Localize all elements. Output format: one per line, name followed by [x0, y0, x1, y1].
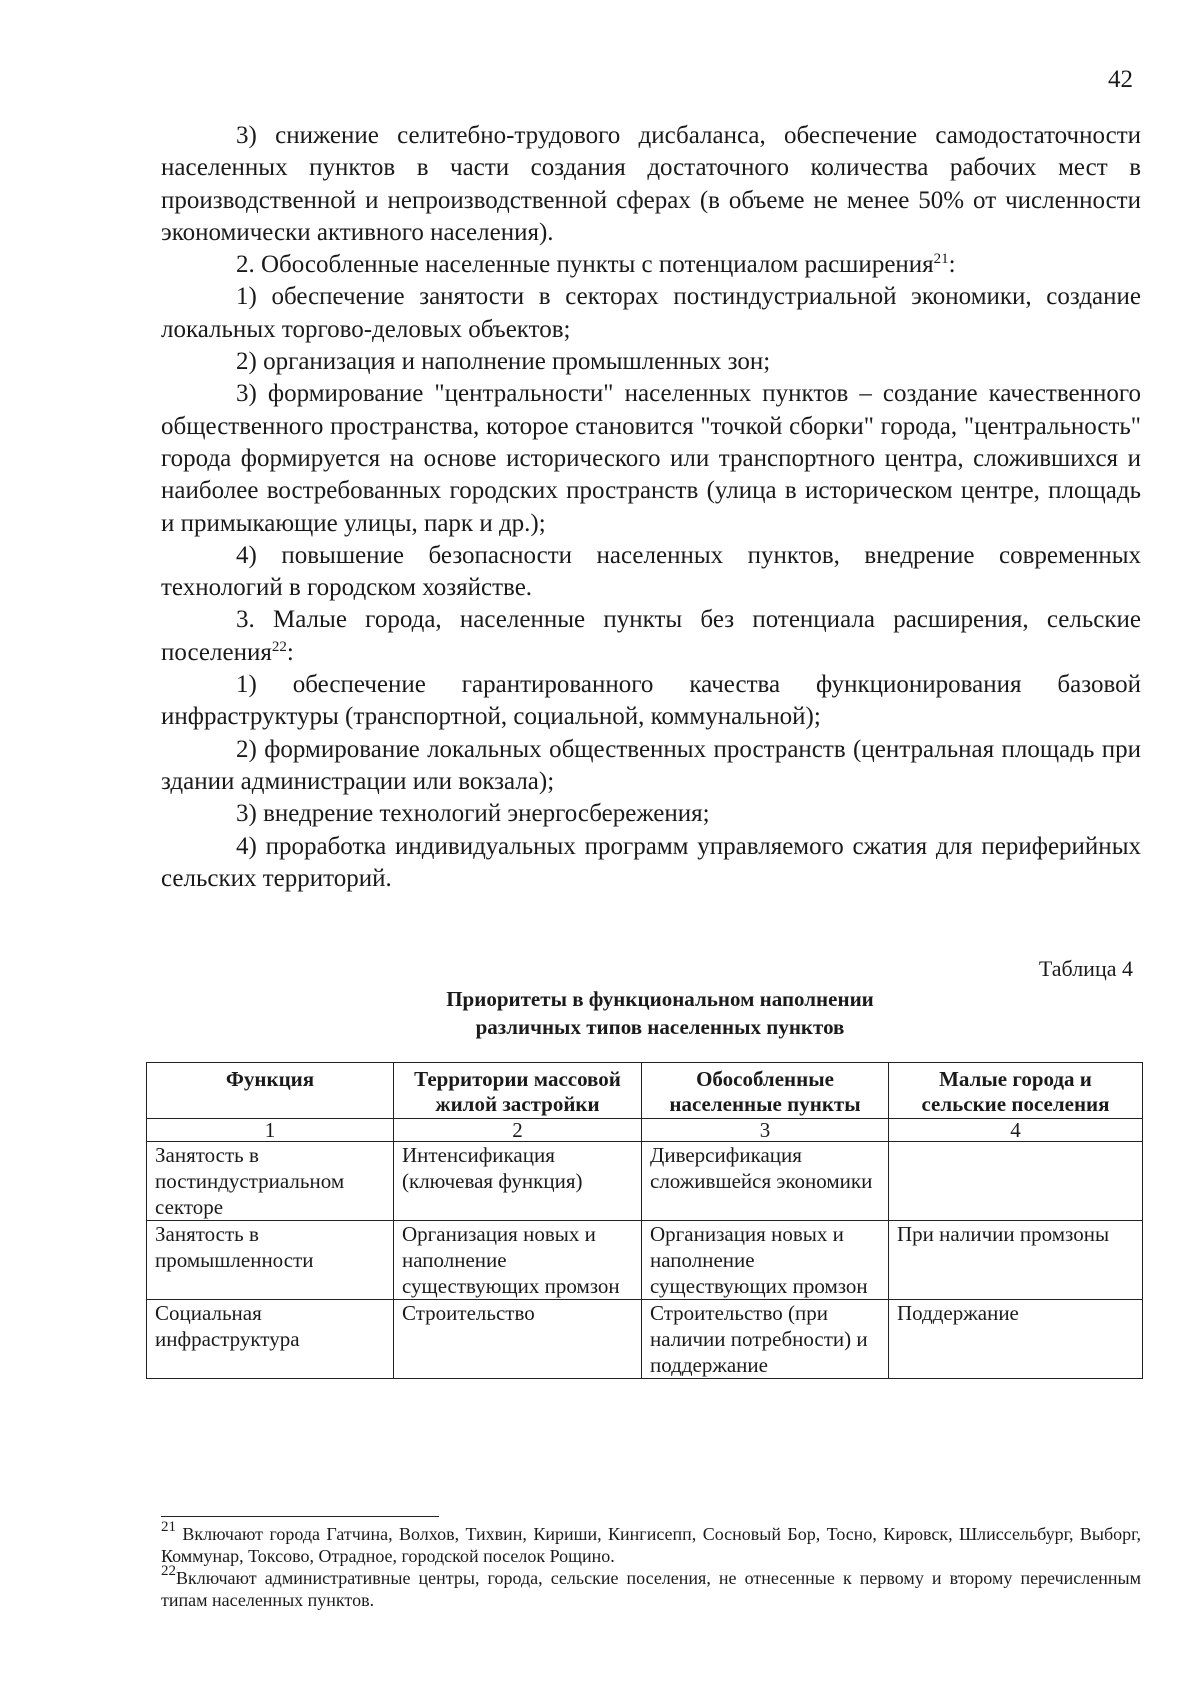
- table-cell: [889, 1142, 1143, 1221]
- footnote-ref: 21: [933, 251, 949, 268]
- colon: :: [948, 251, 956, 279]
- table-title-line: Приоритеты в функциональном наполнении: [446, 987, 874, 1011]
- header-cell: Обособленные населенные пункты: [642, 1063, 889, 1119]
- table-row: [147, 1221, 1143, 1300]
- column-number-row: [147, 1119, 1143, 1142]
- paragraph: 2) организация и наполнение промышленных зон;: [236, 348, 771, 376]
- table-cell: Поддержание: [889, 1300, 1143, 1379]
- paragraph: 3) внедрение технологий энергосбережения;: [236, 800, 710, 828]
- paragraph: 1) обеспечение занятости в секторах постиндустриальной экономики, создание локальных торгово-деловых объектов;: [161, 283, 1141, 343]
- table-title-line: различных типов населенных пунктов: [475, 1015, 845, 1039]
- footnote-text: Включают города Гатчина, Волхов, Тихвин, Кириши, Кингисепп, Сосновый Бор, Тосно, Кировск, Шлиссельбург, Выборг, Коммунар, Токсово, Отрадное, городской поселок Рощино.: [161, 1524, 1142, 1566]
- table-caption: Таблица 4: [1038, 956, 1133, 981]
- table-title: [340, 985, 980, 1041]
- paragraph-text: 3. Малые города, населенные пункты без потенциала расширения, сельские поселения: [161, 606, 1141, 666]
- priorities-table: [146, 1062, 1143, 1379]
- table-cell: Социальная инфраструктура: [147, 1300, 394, 1379]
- paragraph-section-3: [161, 604, 1141, 669]
- footnote: [161, 1563, 1141, 1611]
- paragraph-text: 2. Обособленные населенные пункты с потенциалом расширения: [236, 251, 934, 279]
- footnote: [161, 1519, 1142, 1567]
- header-cell: Малые города и сельские поселения: [889, 1063, 1143, 1119]
- table-cell: Диверсификация сложившейся экономики: [642, 1142, 889, 1221]
- table-cell: Организация новых и наполнение существующих промзон: [394, 1221, 642, 1300]
- body-text: [161, 120, 1141, 895]
- table-cell: Занятость в промышленности: [147, 1221, 394, 1300]
- footnote-ref: 22: [271, 638, 287, 655]
- paragraph: 3) снижение селитебно-трудового дисбаланса, обеспечение самодостаточности населенных пунктов в части создания достаточного количества рабочих мест в производственной и непроизводственной сферах (в объеме не менее 50% от численности экономически активного населения).: [161, 122, 1141, 246]
- paragraph: 1) обеспечение гарантированного качества функционирования базовой инфраструктуры (транспортной, социальной, коммунальной);: [161, 671, 1141, 731]
- footnote-text: Включают административные центры, города, сельские поселения, не отнесенные к первому и второму перечисленным типам населенных пунктов.: [161, 1568, 1141, 1610]
- column-number: 2: [394, 1119, 642, 1142]
- paragraph: 4) проработка индивидуальных программ управляемого сжатия для периферийных сельских территорий.: [161, 832, 1141, 892]
- column-number: 4: [889, 1119, 1143, 1142]
- colon: :: [286, 638, 294, 666]
- paragraph: 2) формирование локальных общественных пространств (центральная площадь при здании администрации или вокзала);: [161, 735, 1141, 795]
- paragraph: 3) формирование "центральности" населенных пунктов – создание качественного общественного пространства, которое становится "точкой сборки" города, "центральность" города формируется на основе исторического или транспортного центра, сложившихся и наиболее востребованных городских пространств (улица в историческом центре, площадь и примыкающие улицы, парк и др.);: [161, 380, 1141, 537]
- table-cell: Интенсификация (ключевая функция): [394, 1142, 642, 1221]
- table-cell: Строительство: [394, 1300, 642, 1379]
- table-cell: Строительство (при наличии потребности) и поддержание: [642, 1300, 889, 1379]
- table-header-row: [147, 1063, 1143, 1119]
- footnote-separator: [161, 1516, 439, 1517]
- column-number: 3: [642, 1119, 889, 1142]
- footnote-number: 21: [161, 1519, 176, 1535]
- table-cell: Занятость в постиндустриальном секторе: [147, 1142, 394, 1221]
- page-number: 42: [1108, 66, 1133, 93]
- paragraph: 4) повышение безопасности населенных пунктов, внедрение современных технологий в городском хозяйстве.: [161, 541, 1141, 602]
- footnote-number: 22: [161, 1563, 176, 1579]
- paragraph-section-2: [161, 249, 1141, 281]
- table-cell: При наличии промзоны: [889, 1221, 1143, 1300]
- header-cell: Функция: [147, 1063, 394, 1119]
- header-cell: Территории массовой жилой застройки: [394, 1063, 642, 1119]
- column-number: 1: [147, 1119, 394, 1142]
- table-row: [147, 1142, 1143, 1221]
- table-cell: Организация новых и наполнение существующих промзон: [642, 1221, 889, 1300]
- footnotes: [161, 1516, 1141, 1611]
- table-row: [147, 1300, 1143, 1379]
